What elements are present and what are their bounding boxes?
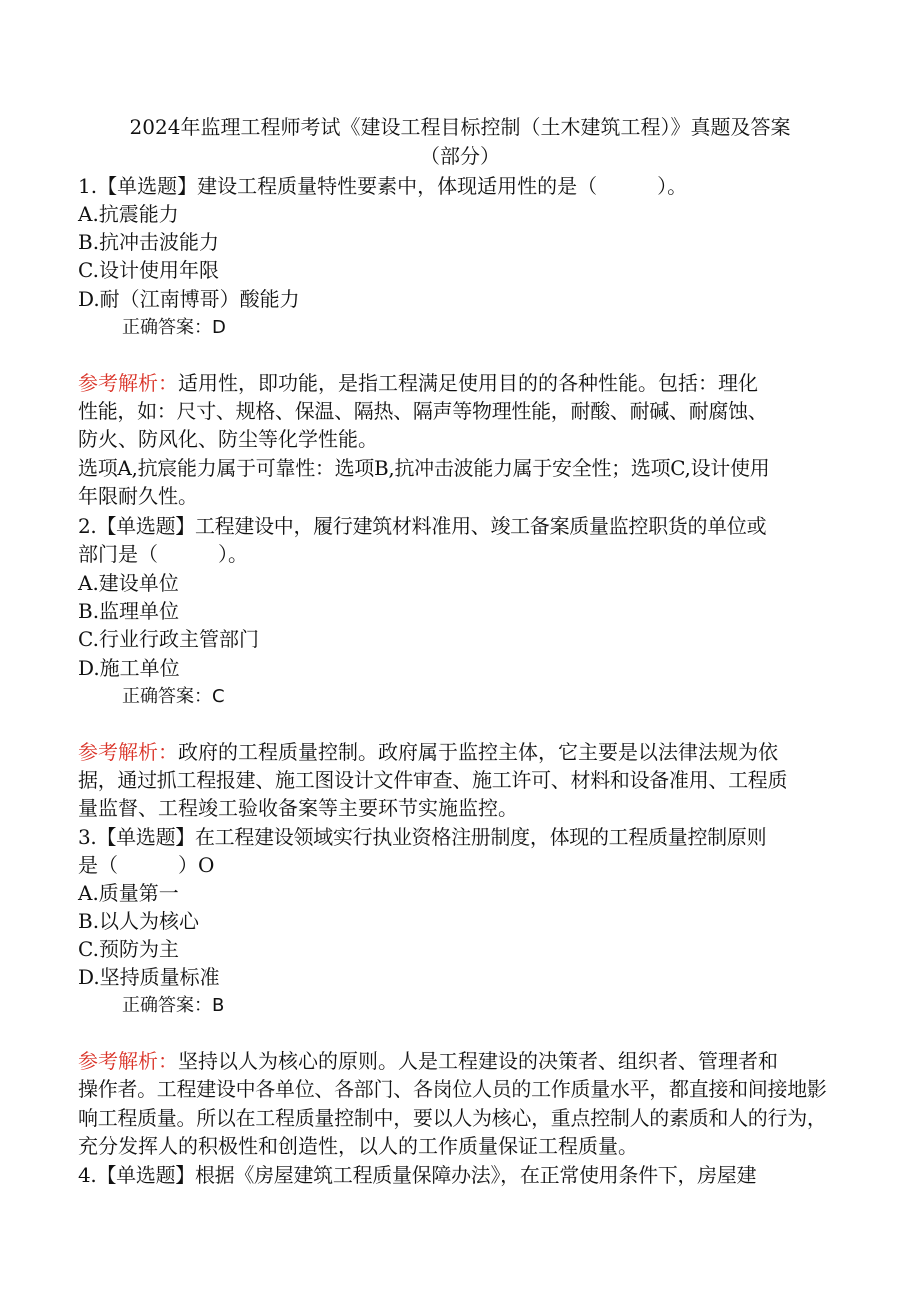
question-2-option-b: B.监理单位 [78, 599, 180, 623]
question-3-stem-line-1: 3.【单选题】在工程建设领域实行执业资格注册制度，体现的工程质量控制原则 [78, 825, 767, 849]
question-3-option-c: C.预防为主 [78, 937, 179, 961]
analysis-label: 参考解析： [78, 1049, 178, 1073]
analysis-text: 适用性，即功能，是指工程满足使用目的的各种性能。包括：理化 [178, 371, 758, 395]
question-2-analysis-line-2: 据，通过抓工程报建、施工图设计文件审查、施工许可、材料和设备准用、工程质 [78, 768, 788, 792]
question-1-option-a: A.抗震能力 [78, 202, 179, 226]
question-4-stem-line-1: 4.【单选题】根据《房屋建筑工程质量保障办法》，在正常使用条件下，房屋建 [78, 1163, 757, 1187]
question-2-option-c: C.行业行政主管部门 [78, 627, 259, 651]
question-2-analysis-line-1 [78, 738, 778, 766]
analysis-label: 参考解析： [78, 740, 178, 764]
question-2-option-a: A.建设单位 [78, 571, 179, 595]
question-2-answer: 正确答案：C [122, 686, 225, 707]
question-1-analysis-line-2: 性能，如：尺寸、规格、保温、隔热、隔声等物理性能，耐酸、耐碱、耐腐蚀、 [78, 399, 768, 423]
question-3-option-a: A.质量第一 [78, 881, 179, 905]
question-3-stem-line-2: 是（ ）O [78, 853, 215, 877]
analysis-text: 坚持以人为核心的原则。人是工程建设的决策者、组织者、管理者和 [178, 1049, 778, 1073]
question-3-analysis-line-4: 充分发挥人的积极性和创造性，以人的工作质量保证工程质量。 [78, 1134, 638, 1158]
question-1-stem: 1.【单选题】建设工程质量特性要素中，体现适用性的是（ ）。 [78, 174, 688, 198]
document-title-line-1: 2024年监理工程师考试《建设工程目标控制（土木建筑工程）》真题及答案 [129, 115, 791, 139]
question-3-analysis-line-1 [78, 1047, 778, 1075]
question-3-option-d: D.坚持质量标准 [78, 965, 220, 989]
question-2-stem-line-2: 部门是（ ）。 [78, 542, 248, 566]
question-2-stem-line-1: 2.【单选题】工程建设中，履行建筑材料准用、竣工备案质量监控职货的单位或 [78, 514, 767, 538]
question-2-option-d: D.施工单位 [78, 656, 180, 680]
analysis-text: 政府的工程质量控制。政府属于监控主体，它主要是以法律法规为依 [178, 740, 778, 764]
question-3-analysis-line-3: 响工程质量。所以在工程质量控制中，要以人为核心，重点控制人的素质和人的行为， [78, 1106, 827, 1130]
question-1-analysis-line-4: 选项A,抗宸能力属于可靠性：选项B,抗冲击波能力属于安全性；选项C,设计使用 [78, 456, 770, 480]
question-1-analysis-line-1 [78, 369, 758, 397]
question-3-analysis-line-2: 操作者。工程建设中各单位、各部门、各岗位人员的工作质量水平，都直接和间接地影 [78, 1077, 827, 1101]
question-3-answer: 正确答案：B [122, 995, 225, 1016]
question-1-option-d: D.耐（江南博哥）酸能力 [78, 287, 300, 311]
question-1-option-b: B.抗冲击波能力 [78, 230, 220, 254]
question-1-option-c: C.设计使用年限 [78, 258, 219, 282]
analysis-label: 参考解析： [78, 371, 178, 395]
question-2-analysis-line-3: 量监督、工程竣工验收备案等主要环节实施监控。 [78, 796, 518, 820]
document-title-line-2: （部分） [420, 144, 500, 168]
question-1-answer: 正确答案：D [122, 317, 226, 338]
question-1-analysis-line-3: 防火、防风化、防尘等化学性能。 [78, 427, 378, 451]
question-1-analysis-line-5: 年限耐久性。 [78, 484, 198, 508]
question-3-option-b: B.以人为核心 [78, 909, 200, 933]
